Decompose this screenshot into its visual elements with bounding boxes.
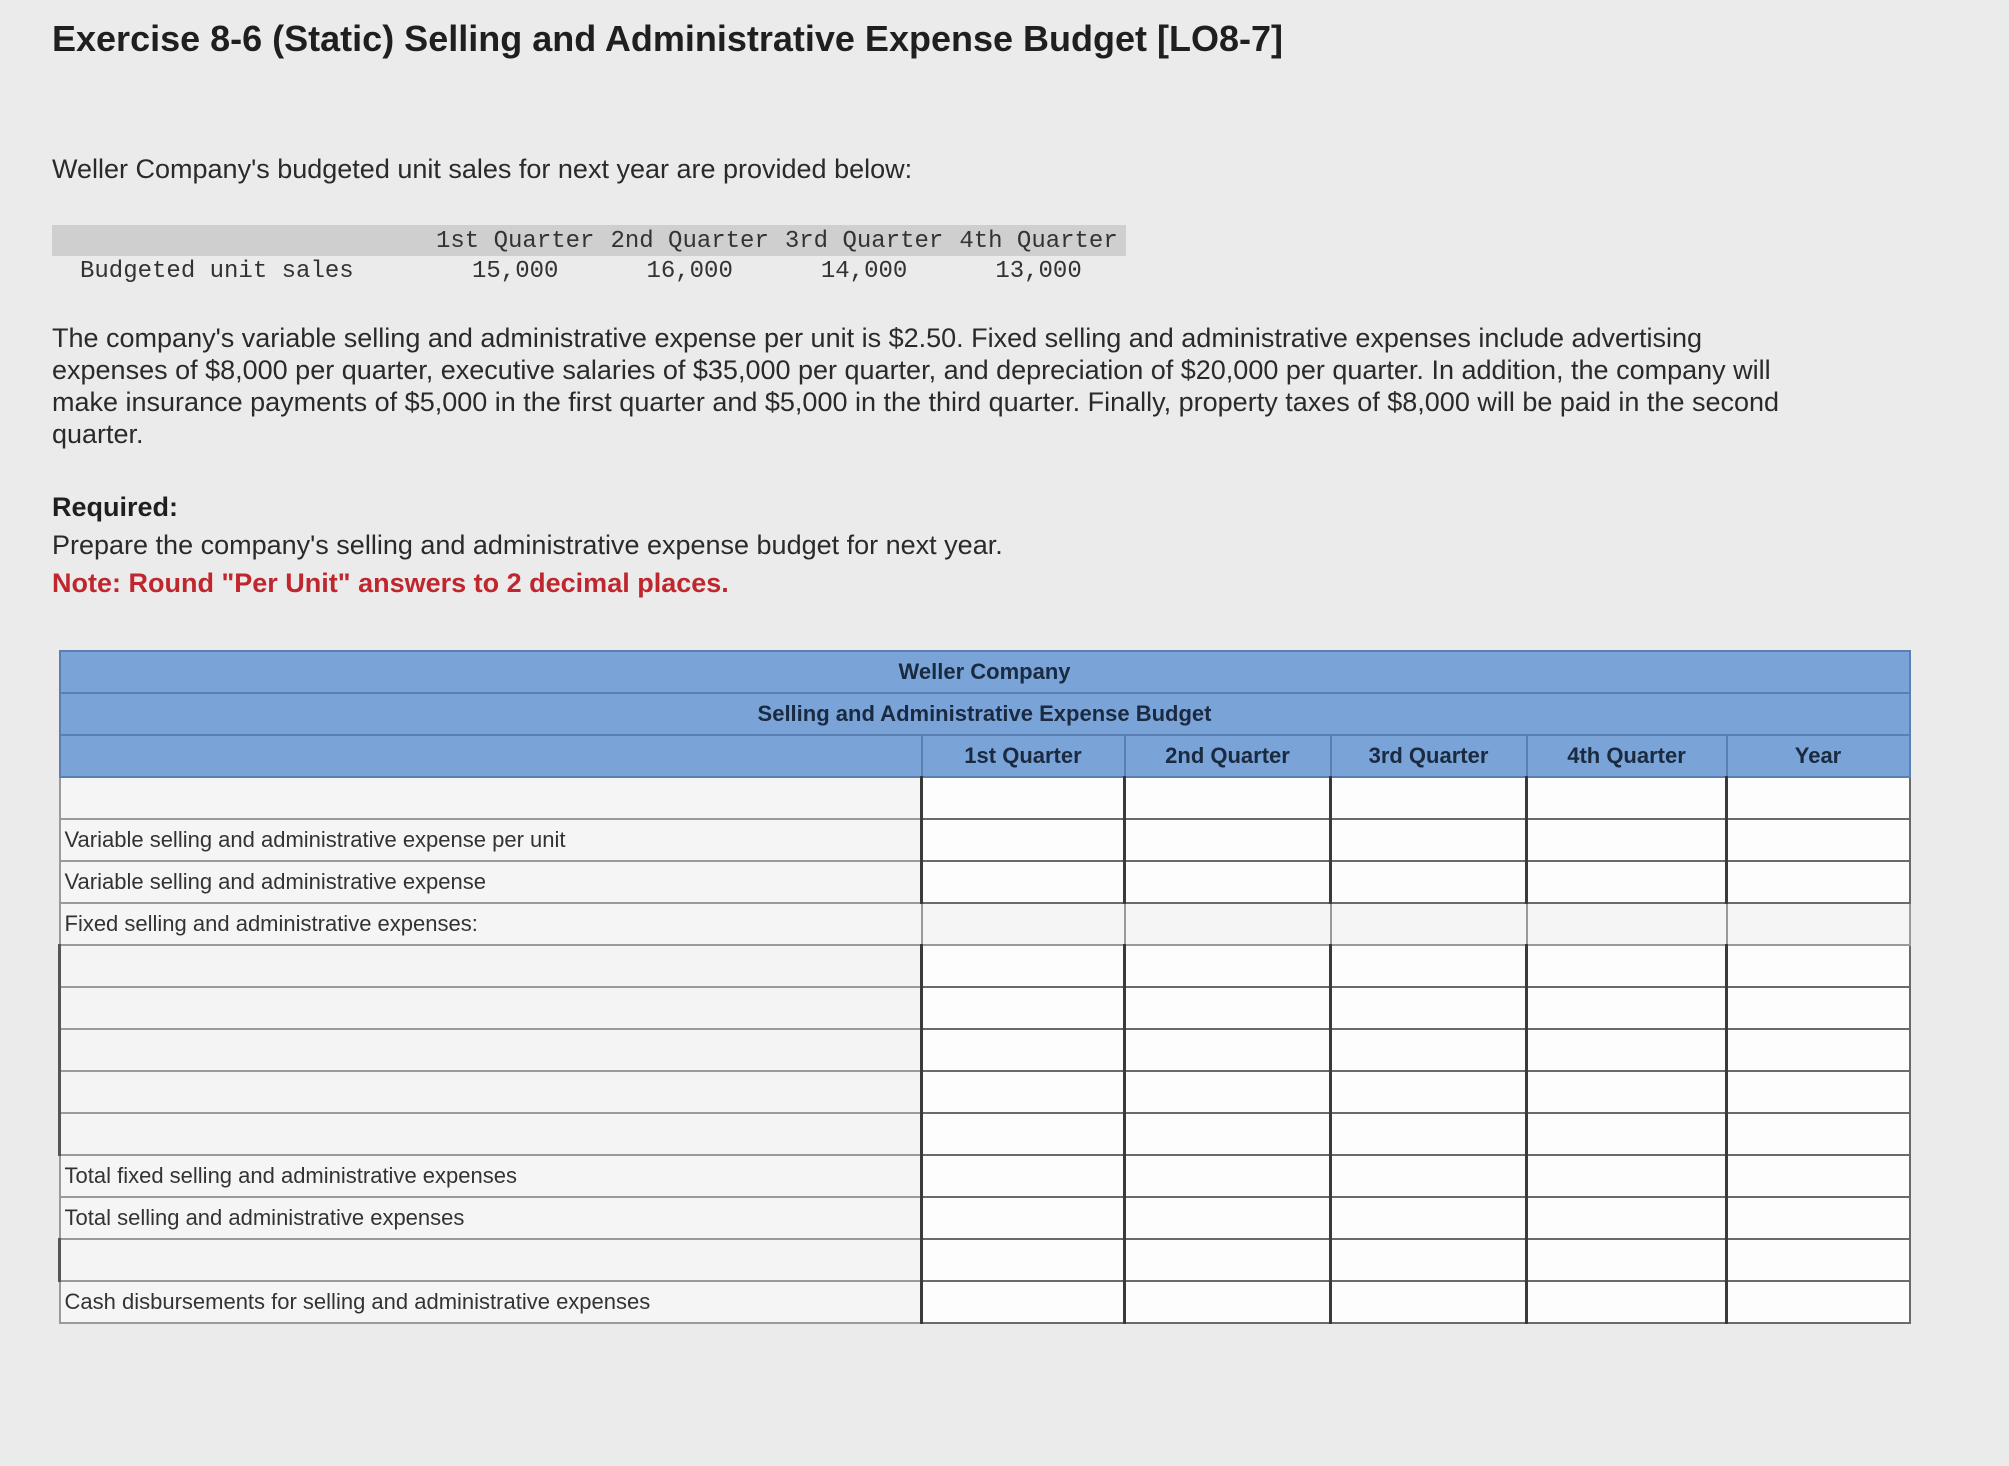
unit-sales-table (52, 225, 1126, 287)
input-cell[interactable] (1331, 1113, 1527, 1155)
intro-text: Weller Company's budgeted unit sales for next year are provided below: (52, 154, 913, 184)
budget-row-fixed-header (60, 903, 1910, 945)
input-cell[interactable] (922, 1155, 1125, 1197)
input-cell[interactable] (1727, 945, 1910, 987)
budget-row-fixed-item (60, 1071, 1910, 1113)
empty-cell (1527, 903, 1727, 945)
input-cell[interactable] (922, 777, 1125, 819)
sales-value-q2: 16,000 (646, 258, 733, 285)
budget-column-header-row (60, 735, 1910, 777)
input-cell[interactable] (1331, 1239, 1527, 1281)
row-label-empty (60, 777, 922, 819)
budget-table (58, 650, 1911, 1324)
budget-header-blank (60, 735, 922, 777)
input-cell[interactable] (1331, 987, 1527, 1029)
input-cell[interactable] (1527, 1155, 1727, 1197)
input-cell[interactable] (1527, 1113, 1727, 1155)
budget-row-cash-disbursements (60, 1281, 1910, 1323)
budget-row-fixed-item (60, 987, 1910, 1029)
fixed-item-label-input[interactable] (60, 1071, 922, 1113)
input-cell[interactable] (1527, 1281, 1727, 1323)
input-cell[interactable] (1125, 1071, 1331, 1113)
fixed-item-label-input[interactable] (60, 945, 922, 987)
input-cell[interactable] (922, 1281, 1125, 1323)
budget-header-year: Year (1727, 735, 1910, 777)
input-cell[interactable] (922, 1029, 1125, 1071)
input-cell[interactable] (1527, 1071, 1727, 1113)
row-label: Cash disbursements for selling and administrative expenses (60, 1281, 922, 1323)
input-cell[interactable] (922, 819, 1125, 861)
sales-header-q1: 1st Quarter (428, 225, 602, 256)
sales-value-q1: 15,000 (472, 258, 559, 285)
input-cell[interactable] (922, 987, 1125, 1029)
sales-values-row (52, 256, 1126, 287)
budget-row-total-fixed (60, 1155, 1910, 1197)
input-cell[interactable] (1125, 1029, 1331, 1071)
input-cell[interactable] (1125, 819, 1331, 861)
input-cell[interactable] (1727, 987, 1910, 1029)
sales-header-blank (52, 225, 428, 256)
empty-cell (922, 903, 1125, 945)
input-cell[interactable] (1331, 1029, 1527, 1071)
sales-header-row (52, 225, 1126, 256)
input-cell[interactable] (1527, 777, 1727, 819)
budget-header-q4: 4th Quarter (1527, 735, 1727, 777)
row-label: Total selling and administrative expenses (60, 1197, 922, 1239)
sales-header-q4: 4th Quarter (951, 225, 1125, 256)
input-cell[interactable] (1331, 1071, 1527, 1113)
budget-row-variable-per-unit (60, 819, 1910, 861)
input-cell[interactable] (1727, 819, 1910, 861)
input-cell[interactable] (922, 1239, 1125, 1281)
input-cell[interactable] (1331, 819, 1527, 861)
budget-row-fixed-item (60, 945, 1910, 987)
sales-row-label: Budgeted unit sales (80, 258, 354, 285)
required-heading: Required: (52, 492, 179, 522)
input-cell[interactable] (1331, 777, 1527, 819)
input-cell[interactable] (1727, 1239, 1910, 1281)
budget-header-q2: 2nd Quarter (1125, 735, 1331, 777)
input-cell[interactable] (1727, 1155, 1910, 1197)
input-cell[interactable] (1527, 945, 1727, 987)
input-cell[interactable] (1125, 861, 1331, 903)
input-cell[interactable] (1527, 1239, 1727, 1281)
less-item-label-input[interactable] (60, 1239, 922, 1281)
input-cell[interactable] (1125, 1197, 1331, 1239)
input-cell[interactable] (1125, 1281, 1331, 1323)
fixed-item-label-input[interactable] (60, 1029, 922, 1071)
input-cell[interactable] (922, 945, 1125, 987)
fixed-item-label-input[interactable] (60, 1113, 922, 1155)
empty-cell (1125, 903, 1331, 945)
input-cell[interactable] (1125, 1113, 1331, 1155)
input-cell[interactable] (1727, 1113, 1910, 1155)
budget-company-row (60, 651, 1910, 693)
row-label: Variable selling and administrative expense per unit (60, 819, 922, 861)
budget-row-fixed-item (60, 1113, 1910, 1155)
input-cell[interactable] (922, 1113, 1125, 1155)
empty-cell (1331, 903, 1527, 945)
input-cell[interactable] (922, 1197, 1125, 1239)
sales-header-q2: 2nd Quarter (602, 225, 776, 256)
input-cell[interactable] (1125, 1155, 1331, 1197)
input-cell[interactable] (1331, 1155, 1527, 1197)
input-cell[interactable] (1331, 1197, 1527, 1239)
input-cell[interactable] (1527, 819, 1727, 861)
input-cell[interactable] (1331, 1281, 1527, 1323)
sales-value-q4: 13,000 (995, 258, 1082, 285)
row-label: Fixed selling and administrative expenses: (60, 903, 922, 945)
input-cell[interactable] (1125, 945, 1331, 987)
budget-row-fixed-item (60, 1029, 1910, 1071)
required-text: Prepare the company's selling and administrative expense budget for next year. (52, 530, 1003, 560)
budget-row-variable-expense (60, 861, 1910, 903)
sales-header-q3: 3rd Quarter (777, 225, 951, 256)
budget-row-unit-sales (60, 777, 1910, 819)
row-label: Total fixed selling and administrative expenses (60, 1155, 922, 1197)
input-cell[interactable] (1527, 1197, 1727, 1239)
input-cell[interactable] (1727, 777, 1910, 819)
input-cell[interactable] (1527, 861, 1727, 903)
input-cell[interactable] (1727, 861, 1910, 903)
input-cell[interactable] (1727, 1029, 1910, 1071)
row-label: Variable selling and administrative expense (60, 861, 922, 903)
input-cell[interactable] (1727, 1281, 1910, 1323)
input-cell[interactable] (1331, 861, 1527, 903)
input-cell[interactable] (922, 861, 1125, 903)
budget-company-name: Weller Company (60, 651, 1910, 693)
sales-value-q3: 14,000 (820, 258, 908, 285)
budget-subtitle-row (60, 693, 1910, 735)
input-cell[interactable] (1727, 1197, 1910, 1239)
budget-subtitle: Selling and Administrative Expense Budget (60, 693, 1910, 735)
budget-header-q1: 1st Quarter (922, 735, 1125, 777)
input-cell[interactable] (1125, 987, 1331, 1029)
input-cell[interactable] (922, 1071, 1125, 1113)
rounding-note: Note: Round "Per Unit" answers to 2 decimal places. (52, 568, 729, 598)
input-cell[interactable] (1331, 945, 1527, 987)
input-cell[interactable] (1727, 1071, 1910, 1113)
empty-cell (1727, 903, 1910, 945)
input-cell[interactable] (1125, 777, 1331, 819)
input-cell[interactable] (1527, 987, 1727, 1029)
input-cell[interactable] (1125, 1239, 1331, 1281)
input-cell[interactable] (1527, 1029, 1727, 1071)
budget-header-q3: 3rd Quarter (1331, 735, 1527, 777)
budget-row-total-sa (60, 1197, 1910, 1239)
exercise-title: Exercise 8-6 (Static) Selling and Administrative Expense Budget [LO8-7] (52, 18, 1283, 59)
fixed-item-label-input[interactable] (60, 987, 922, 1029)
budget-row-less-item (60, 1239, 1910, 1281)
problem-paragraph: The company's variable selling and administrative expense per unit is $2.50. Fixed selling and administrative expenses include advertising expenses of $8,000 per quarter, executive salaries of $35,000 per quarter, and depreciation of $20,000 per quarter. In addition, the company will make insurance payments of $5,000 in the first quarter and $5,000 in the third quarter. Finally, property taxes of $8,000 will be paid in the second quarter. (52, 323, 1780, 449)
